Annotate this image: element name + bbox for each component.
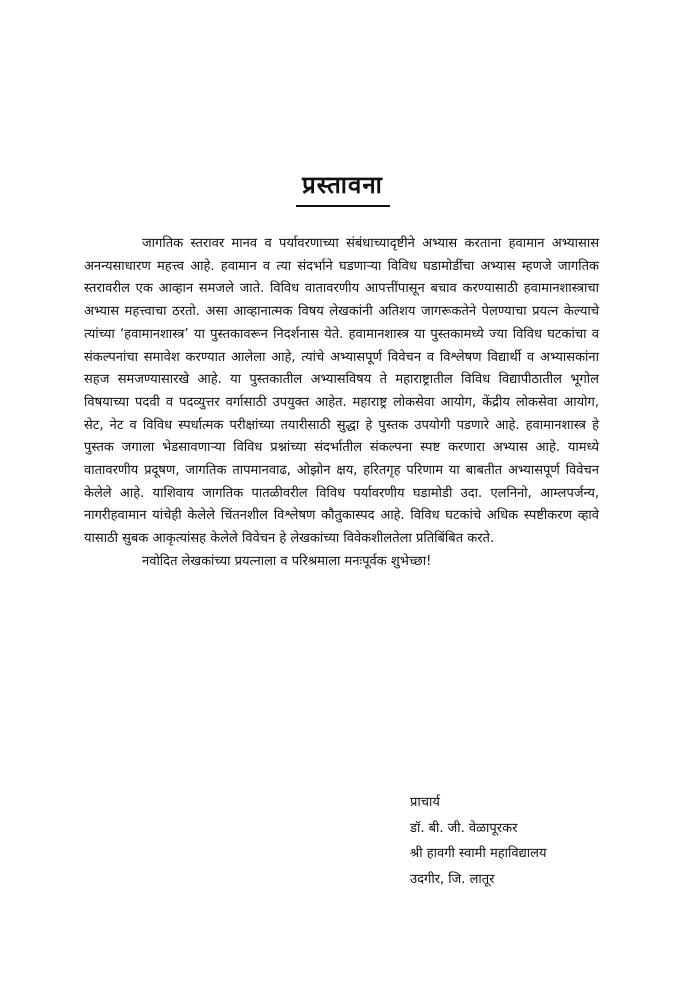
page-title: प्रस्तावना — [302, 171, 383, 199]
title-underline — [296, 205, 390, 207]
signatory-designation: प्राचार्य — [410, 795, 440, 810]
signatory-location: उदगीर, जि. लातूर — [410, 871, 495, 887]
body-paragraph: जागतिक स्तरावर मानव व पर्यावरणाच्या संबंधाच्यादृष्टीने अभ्यास करताना हवामान अभ्यासास अनन्यसाधारण महत्त्व आहे. हवामान व त्या संदर्भाने घडणाऱ्या विविध घडामोडींचा अभ्यास म्हणजे जागतिक स्तरावरील एक आव्हान समजले जाते. विविध वातावरणीय आपत्तींपासून बचाव करण्यासाठी हवामानशास्त्राचा अभ्यास महत्त्वाचा ठरतो. असा आव्हानात्मक विषय लेखकांनी अतिशय जागरूकतेने पेलण्याचा प्रयत्न केल्याचे त्यांच्या ‘हवामानशास्त्र’ या पुस्तकावरून निदर्शनास येते. हवामानशास्त्र या पुस्तकामध्ये ज्या विविध घटकांचा व संकल्पनांचा समावेश करण्यात आलेला आहे, त्यांचे अभ्यासपूर्ण विवेचन व विश्लेषण विद्यार्थी व अभ्यासकांना सहज समजण्यासारखे आहे. या पुस्तकातील अभ्यासविषय ते महाराष्ट्रातील विविध विद्यापीठातील भूगोल विषयाच्या पदवी व पदव्युत्तर वर्गासाठी उपयुक्त आहेत. महाराष्ट्र लोकसेवा आयोग, केंद्रीय लोकसेवा आयोग, सेट, नेट व विविध स्पर्धात्मक परीक्षांच्या तयारीसाठी सुद्धा हे पुस्तक उपयोगी पडणारे आहे. हवामानशास्त्र हे पुस्तक जगाला भेडसावणाऱ्या विविध प्रश्नांच्या संदर्भातील संकल्पना स्पष्ट करणारा अभ्यास आहे. यामध्ये वातावरणीय प्रदूषण, जागतिक तापमानवाढ, ओझोन क्षय, हरितगृह परिणाम या बाबतीत अभ्यासपूर्ण विवेचन केलेले आहे. याशिवाय जागतिक पातळीवरील विविध पर्यावरणीय घडामोडी उदा. एलनिनो, आम्लपर्जन्य, नागरीहवामान यांचेही केलेले चिंतनशील विश्लेषण कौतुकास्पद आहे. विविध घटकांचे अधिक स्पष्टीकरण व्हावे यासाठी सुबक आकृत्यांसह केलेले विवेचन हे लेखकांच्या विवेकशीलतेला प्रतिबिंबित करते. — [84, 236, 599, 547]
signature-block — [410, 790, 670, 892]
closing-wishes-paragraph: नवोदित लेखकांच्या प्रयत्नाला व परिश्रमाला मनःपूर्वक शुभेच्छा! — [142, 553, 432, 569]
document-body — [84, 233, 599, 574]
signatory-name: डॉ. बी. जी. वेळापूरकर — [410, 820, 518, 836]
signatory-institution: श्री हावगी स्वामी महाविद्यालय — [410, 846, 547, 861]
